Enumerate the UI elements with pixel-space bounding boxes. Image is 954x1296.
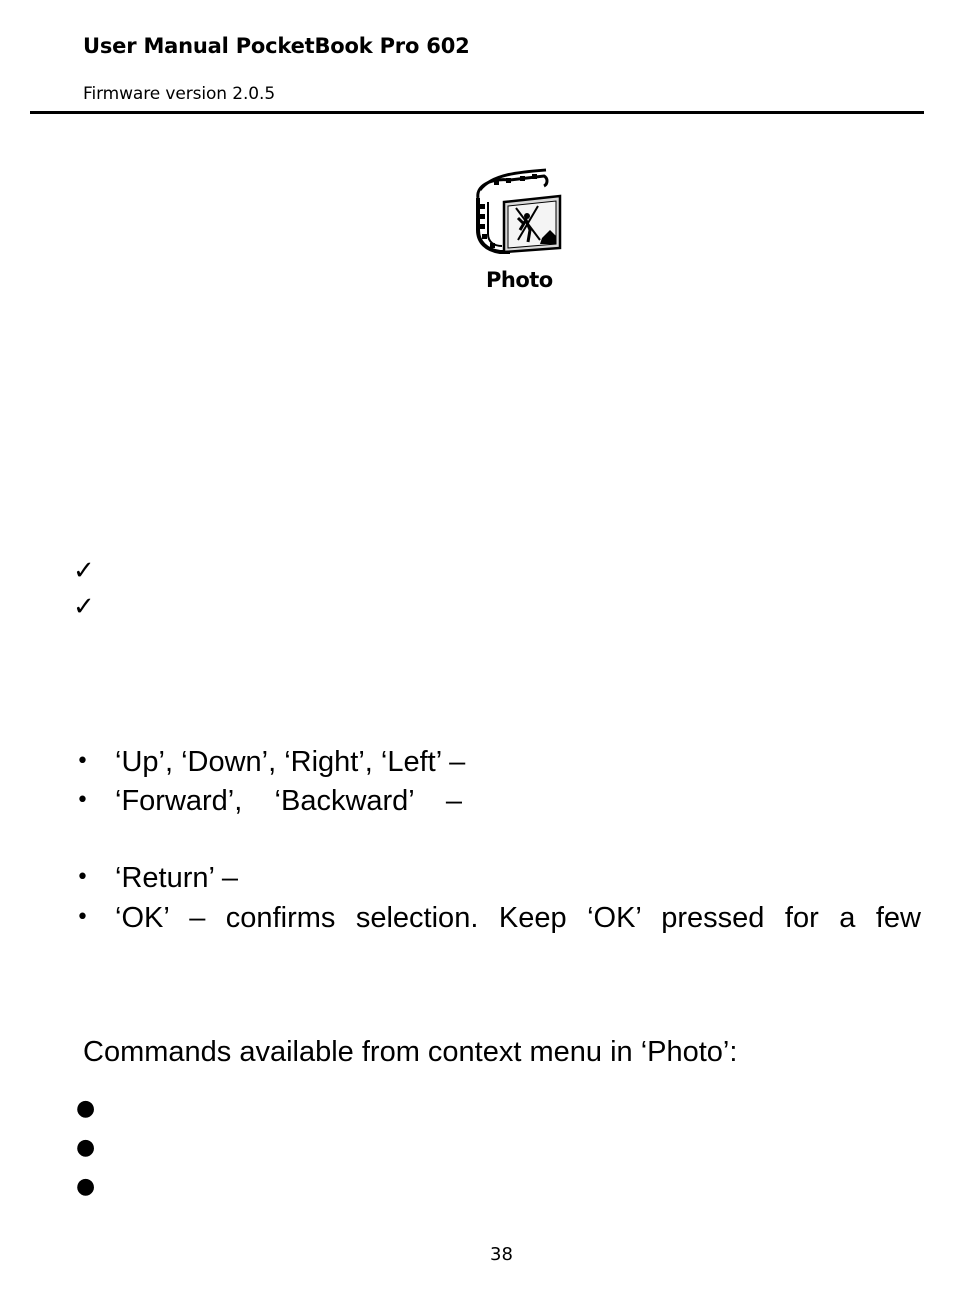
check-mark-icon: ✓ xyxy=(73,592,95,622)
bullet-icon: • xyxy=(76,865,89,890)
bullet-icon: • xyxy=(76,788,89,813)
bullet-icon: ● xyxy=(76,1135,96,1160)
context-menu-heading: Commands available from context menu in ‘Photo’: xyxy=(83,1036,738,1068)
bullet-icon: • xyxy=(76,749,89,774)
header-divider xyxy=(30,111,924,114)
firmware-version: Firmware version 2.0.5 xyxy=(83,84,276,104)
list-item xyxy=(0,860,954,896)
page-header xyxy=(0,0,954,116)
bullet-icon: • xyxy=(76,905,89,930)
document-title: User Manual PocketBook Pro 602 xyxy=(83,34,470,58)
list-item-text: ‘OK’ – confirms selection. Keep ‘OK’ pressed for a few xyxy=(115,902,921,934)
bullet-icon: ● xyxy=(76,1174,96,1199)
list-item-text: ‘Up’, ‘Down’, ‘Right’, ‘Left’ – xyxy=(115,746,466,778)
check-mark-icon: ✓ xyxy=(73,556,95,586)
list-item-text: ‘Forward’, ‘Backward’ – xyxy=(115,785,463,817)
list-item-text: ‘Return’ – xyxy=(115,862,239,894)
list-item xyxy=(0,783,954,819)
photo-filmstrip-icon xyxy=(470,168,566,256)
photo-app-label: Photo xyxy=(486,268,553,292)
list-item xyxy=(0,744,954,780)
bullet-icon: ● xyxy=(76,1096,96,1121)
list-item xyxy=(0,900,954,936)
page-number: 38 xyxy=(490,1244,513,1265)
